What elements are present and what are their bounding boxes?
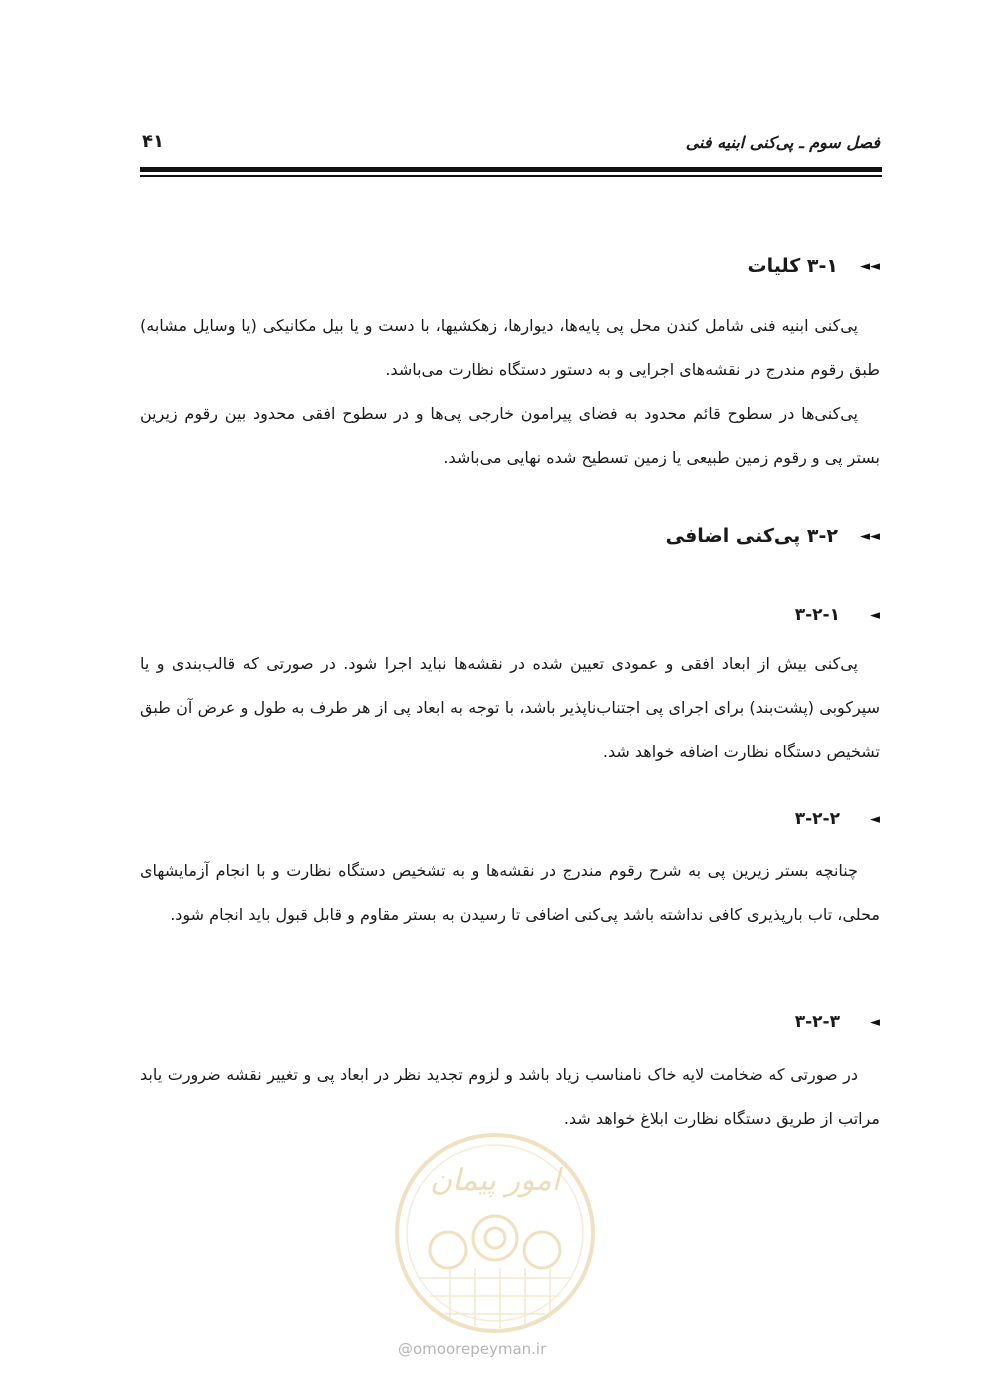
subsection-heading: [795, 1012, 880, 1032]
arrow-icon: ◄: [870, 1014, 880, 1030]
paragraph: پی‌کنی‌ها در سطوح قائم محدود به فضای پیرامون خارجی پی‌ها و در سطوح افقی محدود بین رقوم زیرین بستر پی و رقوم زمین طبیعی یا زمین تسطیح شده نهایی می‌باشد.: [140, 404, 880, 467]
section-title: کلیات: [747, 255, 801, 277]
subsection-number: ۳-۲-۳: [794, 1012, 840, 1032]
header-rule-thin: [140, 175, 882, 177]
watermark-url: @omoorepeyman.ir: [398, 1340, 547, 1358]
paragraph: در صورتی که ضخامت لایه خاک نامناسب زیاد باشد و لزوم تجدید نظر در ابعاد پی و تغییر نقشه ضرورت یابد مراتب از طریق دستگاه نظارت ابلاغ خواهد شد.: [140, 1065, 880, 1128]
subsection-heading: [795, 809, 880, 829]
subsection-heading: [795, 605, 880, 625]
section-number: ۳-۱: [806, 255, 838, 277]
page-number: ۴۱: [142, 131, 164, 152]
section-number: ۳-۲: [806, 525, 838, 547]
subsection-number: ۳-۲-۱: [794, 605, 840, 625]
section-heading-additional-excavation: [666, 525, 880, 547]
paragraph: پی‌کنی بیش از ابعاد افقی و عمودی تعیین شده در نقشه‌ها نباید اجرا شود. در صورتی که قالب‌بندی و یا سپرکوبی (پشت‌بند) برای اجرای پی اجتناب‌ناپذیر باشد، با توجه به ابعاد پی از هر طرف به طول و عرض آن طبق تشخیص دستگاه نظارت اضافه خواهد شد.: [140, 654, 880, 761]
header-rule-thick: [140, 167, 882, 172]
double-arrow-icon: ◄◄: [860, 528, 880, 544]
section-title: پی‌کنی اضافی: [665, 525, 801, 547]
paragraph: چنانچه بستر زیرین پی به شرح رقوم مندرج در نقشه‌ها و به تشخیص دستگاه نظارت و با انجام آزمایشهای محلی، تاب بارپذیری کافی نداشته باشد پی‌کنی اضافی تا رسیدن به بستر مقاوم و قابل قبول باید انجام شود.: [140, 861, 880, 924]
double-arrow-icon: ◄◄: [860, 258, 880, 274]
subsection-number: ۳-۲-۲: [794, 809, 840, 829]
chapter-title: فصل سوم ـ پی‌کنی ابنیه فنی: [685, 133, 880, 152]
section-heading-general: [747, 255, 880, 277]
arrow-icon: ◄: [870, 811, 880, 827]
watermark-logo-text: امور پیمان: [430, 1163, 560, 1198]
watermark-logo: [390, 1128, 600, 1338]
arrow-icon: ◄: [870, 607, 880, 623]
paragraph: پی‌کنی ابنیه فنی شامل کندن محل پی پایه‌ها، دیوارها، زهکشیها، با دست و یا بیل مکانیکی (یا وسایل مشابه) طبق رقوم مندرج در نقشه‌های اجرایی و به دستور دستگاه نظارت می‌باشد.: [140, 316, 880, 379]
